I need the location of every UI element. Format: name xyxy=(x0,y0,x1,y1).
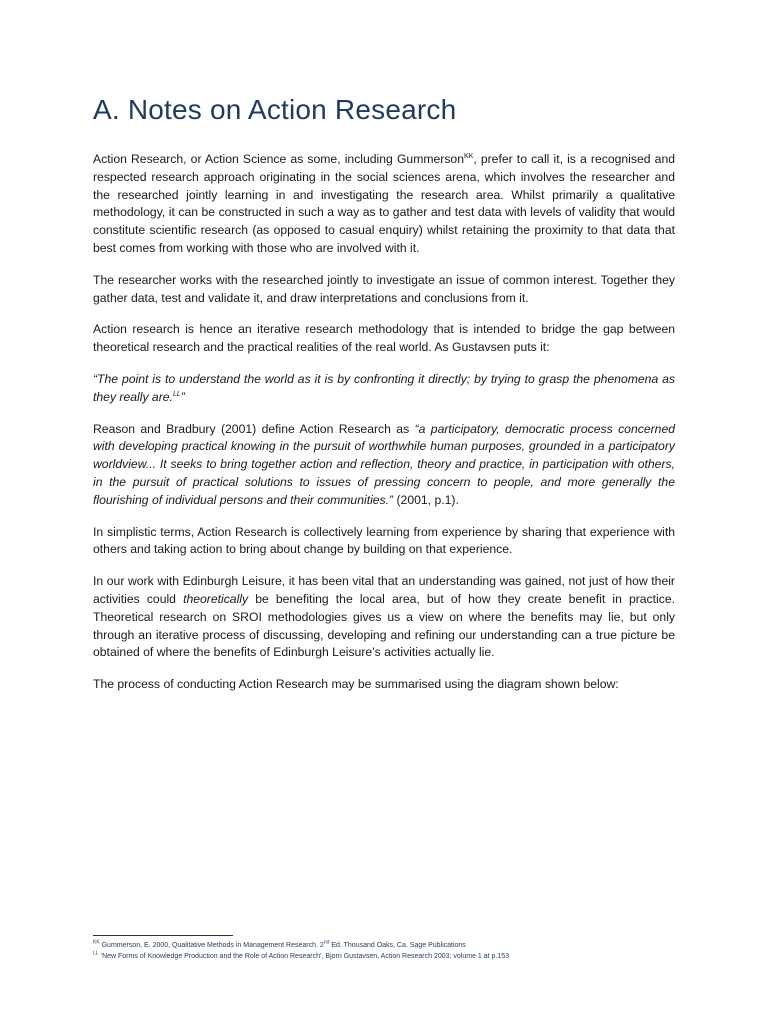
quotation-text: “The point is to understand the world as it is by confronting it directly; by trying to grasp the phenomena as they really are. xyxy=(93,371,675,404)
paragraph-7: The process of conducting Action Research may be summarised using the diagram shown below: xyxy=(93,677,619,692)
footnote-kk-ordinal: nd xyxy=(323,939,330,946)
footnote-kk-text-a: Gummerson, E. 2000, Qualitative Methods in Management Research. 2 xyxy=(99,942,324,949)
footnote-kk xyxy=(93,940,693,951)
paragraph-6-emphasis: theoretically xyxy=(183,591,249,606)
footnote-ll xyxy=(93,951,693,962)
paragraph-1-text-b: , prefer to call it, is a recognised and respected research approach originating in the social sciences arena, which involves the researcher and the researched jointly learning in and investigating the research area. Whilst primarily a qualitative methodology, it can be constructed in such a way as to gather and test data with levels of validity that would constitute scientific research (as opposed to casual enquiry) whilst retaining the proximity to that data that best comes from working with those who are involved with it. xyxy=(93,152,675,255)
paragraph-4-quote: “a participatory, democratic process concerned with developing practical knowing in the pursuit of worthwhile human purposes, grounded in a participatory worldview... It seeks to bring together action and reflection, theory and practice, in participation with others, in the pursuit of practical solutions to issues of pressing concern to people, and more generally the flourishing of individual persons and their communities.” xyxy=(93,421,675,507)
footnote-kk-text-b: Ed. Thousand Oaks, Ca. Sage Publications xyxy=(329,942,466,949)
quotation xyxy=(93,371,675,407)
paragraph-1 xyxy=(93,151,675,258)
quotation-close: ” xyxy=(180,389,185,404)
footnote-ref-ll[interactable]: LL xyxy=(172,390,181,398)
paragraph-6 xyxy=(93,573,675,662)
paragraph-4-text-b: (2001, p.1). xyxy=(393,492,459,507)
footnote-ref-kk[interactable]: KK xyxy=(464,152,474,160)
paragraph-6-text-a: In our work with Edinburgh Leisure, it has been vital that an understanding was gained, not just of how their activities could xyxy=(93,574,675,606)
footnote-mark-ll: LL xyxy=(93,950,99,957)
paragraph-3: Action research is hence an iterative research methodology that is intended to bridge the gap between theoretical research and the practical realities of the real world. As Gustavsen puts it: xyxy=(93,322,675,355)
page-title: A. Notes on Action Research xyxy=(93,94,457,125)
paragraph-4 xyxy=(93,421,675,510)
paragraph-5: In simplistic terms, Action Research is collectively learning from experience by sharing that experience with others and taking action to bring about change by building on that experience. xyxy=(93,524,675,557)
footnote-mark-kk: KK xyxy=(93,939,100,946)
paragraph-6-text-b: be benefiting the local area, but of how they create benefit in practice. Theoretical research on SROI methodologies gives us a view on where the benefits may lie, but only through an iterative process of discussing, developing and refining our understanding can a true picture be obtained of where the benefits of Edinburgh Leisure’s activities actually lie. xyxy=(93,591,676,660)
body-text xyxy=(93,151,675,708)
paragraph-4-text-a: Reason and Bradbury (2001) define Action Research as xyxy=(93,421,415,436)
footnote-divider xyxy=(93,935,233,936)
paragraph-2: The researcher works with the researched jointly to investigate an issue of common interest. Together they gather data, test and validate it, and draw interpretations and conclusions from it. xyxy=(93,272,675,305)
footnotes xyxy=(93,940,693,962)
footnote-ll-text: ‘New Forms of Knowledge Production and the Role of Action Research’, Bjorn Gustavsen, Action Research 2003; volume 1 at p.153 xyxy=(98,953,510,960)
paragraph-1-text-a: Action Research, or Action Science as some, including Gummerson xyxy=(93,152,464,166)
